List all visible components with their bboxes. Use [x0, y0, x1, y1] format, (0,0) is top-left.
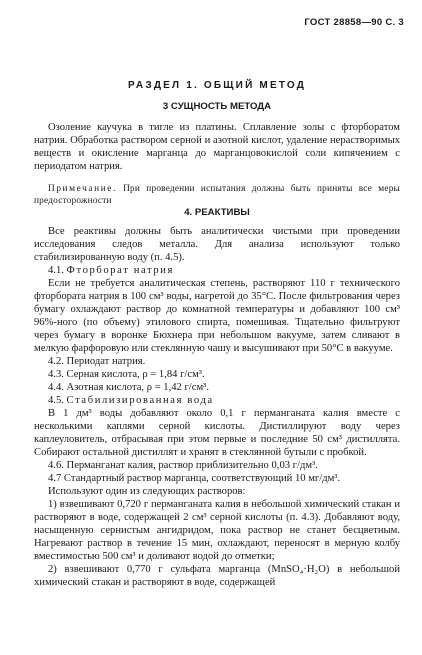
essence-heading: 3 СУЩНОСТЬ МЕТОДА — [162, 101, 272, 112]
item-4-3: 4.3. Серная кислота, ρ = 1,84 г/см³. — [48, 369, 205, 380]
reagents-intro: Все реактивы должны быть аналитически чистыми при проведении исследования следов металла. Для анализа используют только стабилизированную воду (п. 4.5). — [34, 226, 400, 263]
reagents-block — [34, 225, 400, 589]
item-4-5-number: 4.5. — [48, 395, 64, 406]
item-4-5-heading — [34, 394, 400, 407]
note-label: Примечание. — [48, 184, 117, 194]
essence-text: Озоление каучука в тигле из платины. Сплавление золы с фторборатом натрия. Обработка раствором серной и азотной кислот, удаление нерастворимых веществ и окисление марганца до марганцовокислой соли кипячением с периодатом натрия. — [34, 122, 400, 172]
reagents-heading: 4. РЕАКТИВЫ — [184, 207, 250, 218]
item-4-7-usage: Используют один из следующих растворов: — [48, 486, 246, 497]
item-4-7: 4.7 Стандартный раствор марганца, соответствующий 10 мг/дм³. — [48, 473, 341, 484]
essence-note — [34, 184, 400, 207]
note-text: При проведении испытания должны быть приняты все меры предосторожности — [34, 184, 400, 206]
standard-header: ГОСТ 28858—90 С. 3 — [304, 17, 404, 28]
section-title: РАЗДЕЛ 1. ОБЩИЙ МЕТОД — [127, 80, 307, 91]
item-4-1-text: Если не требуется аналитическая степень, растворяют 110 г технического фторбората натрия в 100 см³ воды, нагретой до 35°С. После фильтрования через бумагу охлаждают раствор до комнатной температуры и добавляют 100 см³ 96%-ного (по объему) этилового спирта, помешивая. Тщательно фильтруют через бумагу в воронке Бюхнера при небольшом вакууме, затем сливают в мелкую фарфоровую или стеклянную чашу и высушивают при 50°С в вакууме. — [34, 278, 400, 354]
item-4-5-title: Стабилизированная вода — [66, 395, 214, 406]
essence-block — [34, 121, 400, 207]
item-4-5-text: В 1 дм³ воды добавляют около 0,1 г перманганата калия вместе с несколькими каплями серной кислоты. Дистиллируют воду через каплеуловитель, отбрасывая при этом первые и последние 50 см³ дистиллята. Собирают остальной дистиллят и хранят в стеклянной бутыли с пробкой. — [34, 408, 400, 458]
item-4-2: 4.2. Периодат натрия. — [48, 356, 146, 367]
item-4-6: 4.6. Перманганат калия, раствор приблизительно 0,03 г/дм³. — [48, 460, 318, 471]
item-4-1-number: 4.1. — [48, 265, 64, 276]
item-4-7-option-2: 2) взвешивают 0,770 г сульфата марганца (MnSO₄·H₂O) в небольшой химический стакан и растворяют в воде, содержащей — [34, 564, 400, 588]
item-4-7-option-1: 1) взвешивают 0,720 г перманганата калия в небольшой химический стакан и растворяют в воде, содержащей 2 см³ серной кислоты (п. 4.3). Добавляют воду, насыщенную сернистым ангидридом, пока раствор не станет бесцветным. Нагревают раствор в течение 15 мин, охлаждают, переносят в мерную колбу вместимостью 500 см³ и доливают водой до отметки; — [34, 499, 400, 562]
item-4-4: 4.4. Азотная кислота, ρ = 1,42 г/см³. — [48, 382, 209, 393]
item-4-1-title: Фторборат натрия — [66, 265, 174, 276]
item-4-1-heading — [34, 264, 400, 277]
